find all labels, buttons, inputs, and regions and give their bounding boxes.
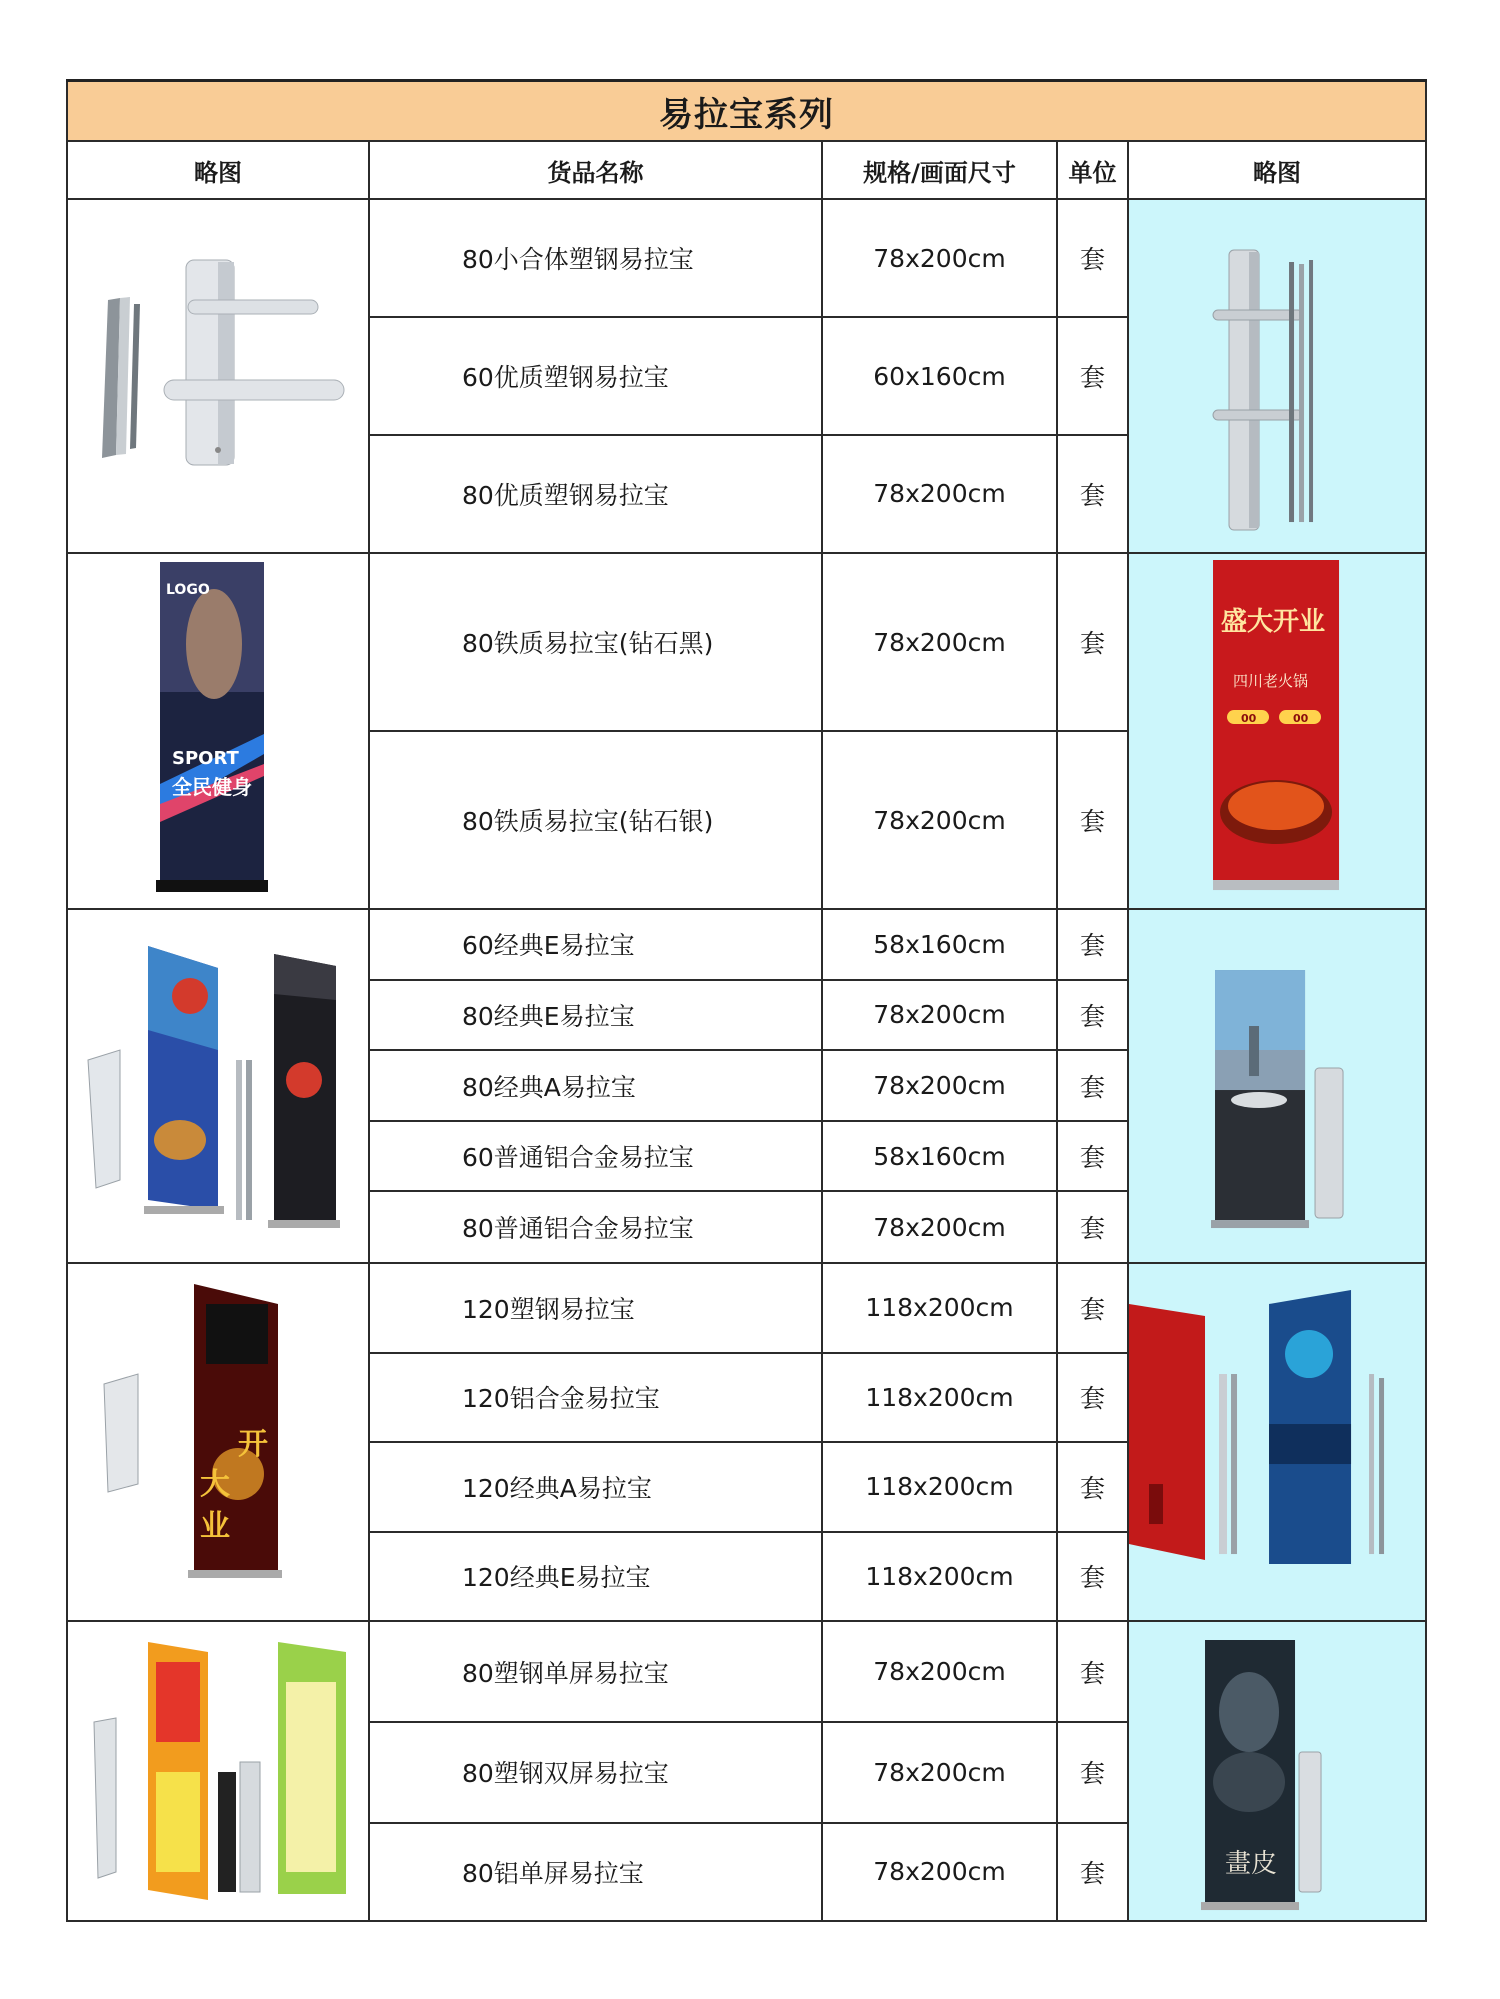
- header-sketch-right: 略图: [1128, 141, 1426, 199]
- product-name: 60优质塑钢易拉宝: [369, 317, 822, 434]
- product-spec: 58x160cm: [822, 1121, 1057, 1192]
- product-image-stand-compact: [67, 199, 369, 553]
- product-spec: 118x200cm: [822, 1442, 1057, 1532]
- banner-char-2: 业: [200, 1509, 230, 1545]
- table-row: [67, 1263, 1426, 1353]
- header-unit: 单位: [1057, 141, 1128, 199]
- product-image-wide-banner: [67, 1263, 369, 1621]
- product-name: 60普通铝合金易拉宝: [369, 1121, 822, 1192]
- product-unit: 套: [1057, 1823, 1128, 1922]
- product-image-opening-banner: [1128, 553, 1426, 909]
- header-spec: 规格/画面尺寸: [822, 141, 1057, 199]
- table-title: 易拉宝系列: [67, 81, 1426, 142]
- product-spec: 78x200cm: [822, 1191, 1057, 1263]
- product-unit: 套: [1057, 1191, 1128, 1263]
- product-spec: 58x160cm: [822, 909, 1057, 980]
- product-name: 120经典A易拉宝: [369, 1442, 822, 1532]
- banner-num-1: 00: [1241, 712, 1257, 726]
- product-unit: 套: [1057, 1263, 1128, 1353]
- product-name: 80塑钢单屏易拉宝: [369, 1621, 822, 1722]
- product-unit: 套: [1057, 1050, 1128, 1121]
- product-name: 80小合体塑钢易拉宝: [369, 199, 822, 317]
- product-name: 120铝合金易拉宝: [369, 1353, 822, 1443]
- banner-sport-text: SPORT: [172, 748, 239, 770]
- product-image-classic-single: [1128, 909, 1426, 1263]
- product-spec: 78x200cm: [822, 1050, 1057, 1121]
- banner-slogan-text: 全民健身: [172, 775, 252, 800]
- product-name: 120经典E易拉宝: [369, 1532, 822, 1622]
- table-row: [67, 199, 1426, 317]
- product-spec: 118x200cm: [822, 1532, 1057, 1622]
- product-name: 60经典E易拉宝: [369, 909, 822, 980]
- product-image-sport-banner: [67, 553, 369, 909]
- price-table: [66, 79, 1427, 1922]
- product-unit: 套: [1057, 435, 1128, 553]
- product-name: 80经典E易拉宝: [369, 980, 822, 1051]
- table-row: [67, 1621, 1426, 1722]
- product-unit: 套: [1057, 1442, 1128, 1532]
- product-spec: 78x200cm: [822, 980, 1057, 1051]
- product-image-movie-banner: [1128, 1621, 1426, 1921]
- product-spec: 60x160cm: [822, 317, 1057, 434]
- product-name: 80铁质易拉宝(钻石银): [369, 731, 822, 909]
- product-image-screen-pair: [67, 1621, 369, 1921]
- banner-char-3: 开: [238, 1427, 268, 1463]
- banner-movie-text: 畫皮: [1225, 1849, 1278, 1880]
- product-image-classic-pair: [67, 909, 369, 1263]
- product-unit: 套: [1057, 980, 1128, 1051]
- product-spec: 78x200cm: [822, 1621, 1057, 1722]
- product-image-dual-banner: [1128, 1263, 1426, 1621]
- product-unit: 套: [1057, 1722, 1128, 1823]
- product-sheet: [66, 79, 1425, 1922]
- table-row: [67, 553, 1426, 731]
- header-sketch-left: 略图: [67, 141, 369, 199]
- product-unit: 套: [1057, 1121, 1128, 1192]
- product-spec: 118x200cm: [822, 1263, 1057, 1353]
- banner-num-2: 00: [1293, 712, 1309, 726]
- product-spec: 78x200cm: [822, 199, 1057, 317]
- banner-logo-text: LOGO: [166, 582, 210, 599]
- product-unit: 套: [1057, 1532, 1128, 1622]
- table-row: [67, 909, 1426, 980]
- product-spec: 78x200cm: [822, 731, 1057, 909]
- banner-char-1: 大: [200, 1467, 230, 1503]
- product-name: 80铁质易拉宝(钻石黑): [369, 553, 822, 731]
- banner-opening-text: 盛大开业: [1221, 607, 1326, 638]
- product-name: 80普通铝合金易拉宝: [369, 1191, 822, 1263]
- product-spec: 78x200cm: [822, 1722, 1057, 1823]
- product-spec: 118x200cm: [822, 1353, 1057, 1443]
- product-unit: 套: [1057, 1353, 1128, 1443]
- product-image-stand-side: [1128, 199, 1426, 553]
- product-name: 80优质塑钢易拉宝: [369, 435, 822, 553]
- product-unit: 套: [1057, 317, 1128, 434]
- product-spec: 78x200cm: [822, 1823, 1057, 1922]
- product-unit: 套: [1057, 731, 1128, 909]
- header-name: 货品名称: [369, 141, 822, 199]
- banner-hotpot-text: 四川老火锅: [1233, 672, 1309, 691]
- product-spec: 78x200cm: [822, 553, 1057, 731]
- product-name: 80经典A易拉宝: [369, 1050, 822, 1121]
- product-spec: 78x200cm: [822, 435, 1057, 553]
- product-unit: 套: [1057, 199, 1128, 317]
- product-name: 80塑钢双屏易拉宝: [369, 1722, 822, 1823]
- product-unit: 套: [1057, 909, 1128, 980]
- product-name: 80铝单屏易拉宝: [369, 1823, 822, 1922]
- product-name: 120塑钢易拉宝: [369, 1263, 822, 1353]
- product-unit: 套: [1057, 553, 1128, 731]
- product-unit: 套: [1057, 1621, 1128, 1722]
